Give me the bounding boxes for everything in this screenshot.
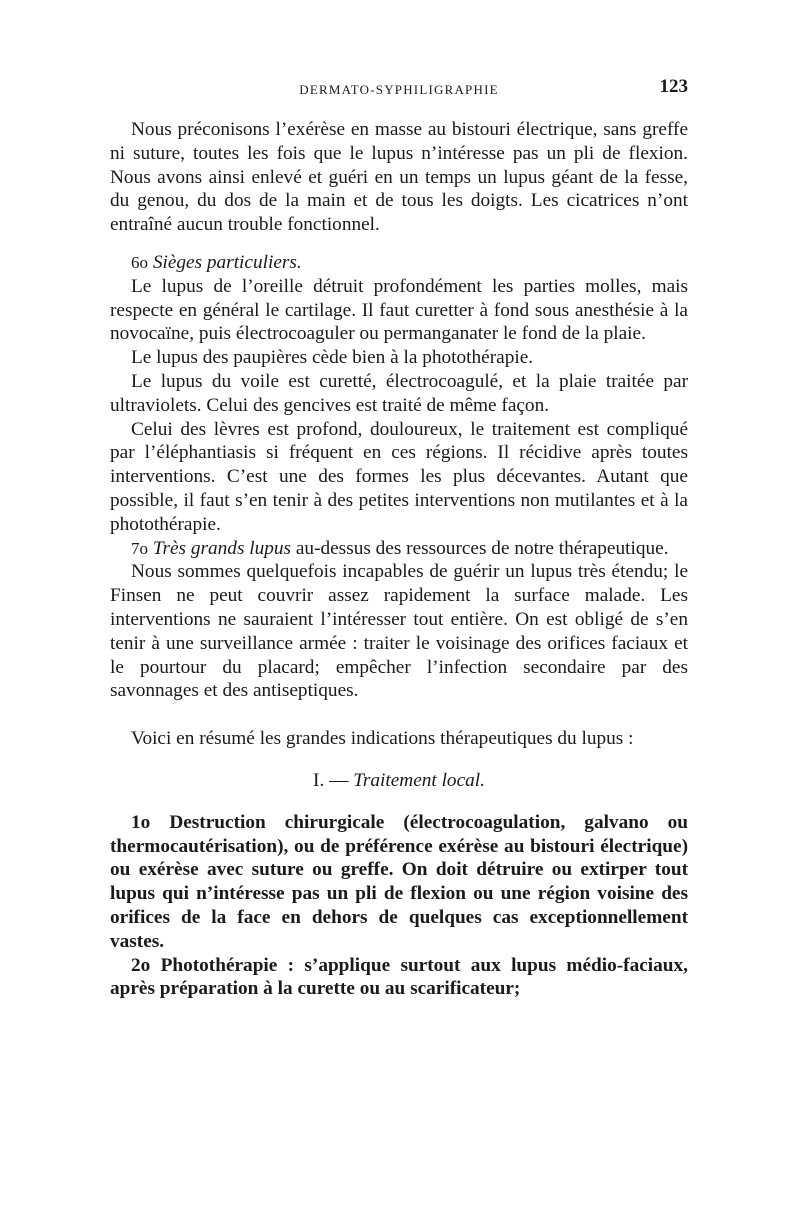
running-title: DERMATO-SYPHILIGRAPHIE	[299, 82, 499, 97]
paragraph-oreille: Le lupus de l’oreille détruit profondément les parties molles, mais respecte en général le cartilage. Il faut curetter à fond sous anesthésie à la novocaïne, puis électrocoaguler ou permanganater le fond de la plaie.	[110, 275, 688, 345]
page-number: 123	[659, 76, 688, 97]
paragraph-resume: Voici en résumé les grandes indications thérapeutiques du lupus :	[131, 728, 634, 750]
subsection-number: 6o	[131, 252, 148, 272]
subsection-heading-sieges	[110, 251, 688, 275]
paragraph-phototherapie: 2o Photothérapie : s’applique surtout aux lupus médio-faciaux, après préparation à la curette ou au scarificateur;	[110, 954, 688, 1000]
section-heading-traitement-local	[110, 769, 688, 793]
section-number: I. —	[313, 769, 349, 791]
subsection-title: Très grands lupus	[152, 537, 292, 559]
subsection-title: Sièges particuliers.	[152, 251, 302, 273]
paragraph-exerese: Nous préconisons l’exérèse en masse au bistouri électrique, sans greffe ni suture, toutes les fois que le lupus n’intéresse pas un pli de flexion. Nous avons ainsi enlevé et guéri en un temps un lupus géant de la fesse, du genou, du dos de la main et de tous les doigts. Les cicatrices n’ont entraîné aucun trouble fonctionnel.	[110, 119, 688, 236]
running-header	[110, 76, 688, 102]
paragraph-destruction-chirurgicale: 1o Destruction chirurgicale (électrocoagulation, galvano ou thermocautérisation), ou de préférence exérèse au bistouri électrique) ou exérèse avec suture ou greffe. On doit détruire ou extirper tout lupus qui n’intéresse pas un pli de flexion ou une région voisine des orifices de la face en dehors de quelques cas exceptionnellement vastes.	[110, 811, 688, 952]
paragraph-paupieres: Le lupus des paupières cède bien à la photothérapie.	[131, 347, 534, 369]
paragraph-tres-etendu: Nous sommes quelquefois incapables de guérir un lupus très étendu; le Finsen ne peut couvrir assez rapidement la surface malade. Les interventions ne sauraient l’intéresser tout entière. On est obligé de s’en tenir à une surveillance armée : traiter le voisinage des orifices faciaux et le pourtour du placard; empêcher l’infection secondaire par des savonnages et des antiseptiques.	[110, 561, 688, 702]
body-text	[110, 118, 688, 1001]
paragraph-voile: Le lupus du voile est curetté, électrocoagulé, et la plaie traitée par ultraviolets. Celui des gencives est traité de même façon.	[110, 370, 688, 416]
paragraph-levres: Celui des lèvres est profond, douloureux, le traitement est compliqué par l’éléphantiasis si fréquent en ces régions. Il récidive après toutes interventions. C’est une des formes les plus décevantes. Autant que possible, il faut s’en tenir à des petites interventions non mutilantes et à la photothérapie.	[110, 418, 688, 535]
subsection-number: 7o	[131, 538, 148, 558]
subsection-continuation: au-dessus des ressources de notre thérapeutique.	[291, 537, 669, 559]
subsection-heading-grands-lupus	[110, 537, 688, 561]
section-title: Traitement local.	[353, 769, 485, 791]
